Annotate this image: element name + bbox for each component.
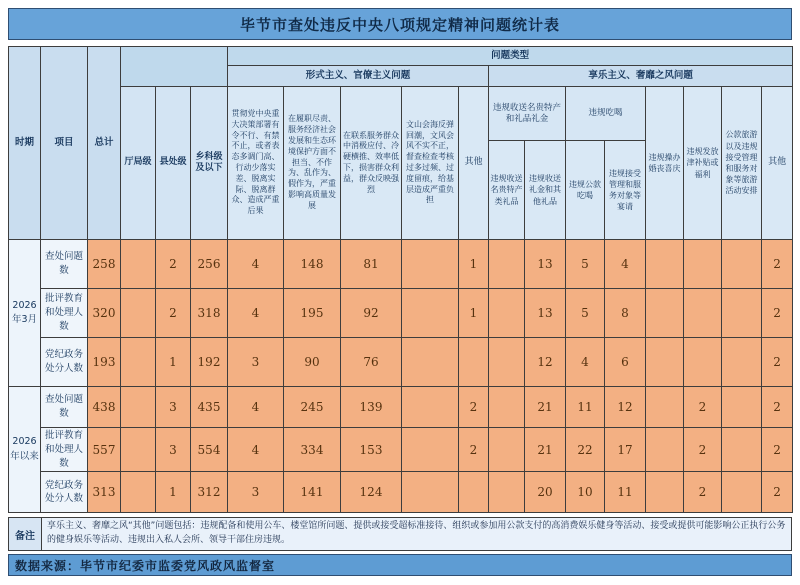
col-header-formalism-3: 在联系服务群众中消极应付、冷硬横推、效率低下，损害群众利益，群众反映强烈 [341, 87, 402, 240]
data-cell: 3 [228, 338, 284, 387]
data-cell: 21 [525, 387, 566, 428]
data-cell: 1 [156, 472, 191, 513]
table-row [9, 428, 793, 472]
data-cell [646, 240, 684, 289]
data-cell: 124 [341, 472, 402, 513]
data-cell: 2 [156, 289, 191, 338]
data-cell [684, 289, 722, 338]
data-cell [489, 428, 525, 472]
table-row [9, 387, 793, 428]
data-cell [722, 387, 762, 428]
data-cell: 1 [459, 289, 489, 338]
col-header-formalism-2: 在履职尽责、服务经济社会发展和生态环境保护方面不担当、不作为、乱作为、假作为，严重影响高质量发展 [284, 87, 341, 240]
col-header-total: 总计 [88, 47, 121, 240]
data-cell: 12 [525, 338, 566, 387]
col-header-dining-banquets: 违规接受管理和服务对象等宴请 [605, 141, 646, 240]
data-cell: 2 [762, 338, 793, 387]
data-cell: 4 [228, 428, 284, 472]
data-cell: 17 [605, 428, 646, 472]
row-label: 批评教育和处理人数 [41, 428, 88, 472]
data-cell: 2 [762, 387, 793, 428]
col-header-gift-money: 违规收送礼金和其他礼品 [525, 141, 566, 240]
data-cell [402, 240, 459, 289]
data-cell: 4 [566, 338, 605, 387]
data-cell: 76 [341, 338, 402, 387]
data-cell: 21 [525, 428, 566, 472]
data-cell: 438 [88, 387, 121, 428]
data-cell [646, 428, 684, 472]
table-row [9, 338, 793, 387]
page-title: 毕节市查处违反中央八项规定精神问题统计表 [8, 8, 792, 40]
col-header-period: 时期 [9, 47, 41, 240]
col-header-item: 项目 [41, 47, 88, 240]
data-cell: 5 [566, 240, 605, 289]
data-cell [722, 338, 762, 387]
data-cell: 2 [762, 472, 793, 513]
col-header-level-dept: 厅局级 [121, 87, 156, 240]
data-cell [459, 472, 489, 513]
data-cell [489, 240, 525, 289]
data-cell [722, 289, 762, 338]
data-cell: 11 [605, 472, 646, 513]
stats-table [8, 46, 793, 513]
data-cell: 334 [284, 428, 341, 472]
data-cell: 312 [191, 472, 228, 513]
data-cell [722, 472, 762, 513]
data-cell [646, 387, 684, 428]
data-cell: 2 [459, 387, 489, 428]
data-cell: 148 [284, 240, 341, 289]
table-row [9, 472, 793, 513]
data-cell [489, 338, 525, 387]
row-label: 批评教育和处理人数 [41, 289, 88, 338]
data-cell: 258 [88, 240, 121, 289]
row-label: 党纪政务处分人数 [41, 338, 88, 387]
data-cell: 6 [605, 338, 646, 387]
col-header-dining-public-funds: 违规公款吃喝 [566, 141, 605, 240]
data-cell: 193 [88, 338, 121, 387]
data-cell [646, 289, 684, 338]
table-row [9, 240, 793, 289]
data-cell: 153 [341, 428, 402, 472]
data-cell: 2 [762, 240, 793, 289]
data-cell: 4 [228, 240, 284, 289]
row-label: 查处问题数 [41, 387, 88, 428]
data-cell: 2 [684, 428, 722, 472]
data-cell [684, 240, 722, 289]
col-group-dining: 违规吃喝 [566, 87, 646, 141]
data-cell: 4 [228, 289, 284, 338]
col-header-public-travel: 公款旅游以及违规接受管理和服务对象等旅游活动安排 [722, 87, 762, 240]
data-cell: 320 [88, 289, 121, 338]
data-cell: 13 [525, 240, 566, 289]
col-header-hedonism-other: 其他 [762, 87, 793, 240]
col-header-formalism-other: 其他 [459, 87, 489, 240]
data-cell: 141 [284, 472, 341, 513]
data-cell: 13 [525, 289, 566, 338]
col-group-formalism: 形式主义、官僚主义问题 [228, 66, 489, 87]
col-group-hedonism: 享乐主义、奢靡之风问题 [489, 66, 793, 87]
row-label: 查处问题数 [41, 240, 88, 289]
col-header-level-county: 县处级 [156, 87, 191, 240]
data-cell [121, 338, 156, 387]
data-cell: 3 [156, 387, 191, 428]
data-cell: 318 [191, 289, 228, 338]
data-cell: 2 [684, 472, 722, 513]
period-cell: 2026年以来 [9, 387, 41, 513]
data-cell: 192 [191, 338, 228, 387]
data-cell [684, 338, 722, 387]
data-cell: 1 [459, 240, 489, 289]
data-cell [121, 428, 156, 472]
data-cell: 10 [566, 472, 605, 513]
data-cell [489, 289, 525, 338]
data-cell: 90 [284, 338, 341, 387]
blank-merged-cell [121, 47, 228, 87]
data-cell [646, 472, 684, 513]
data-cell [121, 289, 156, 338]
col-group-gifts: 违规收送名贵特产和礼品礼金 [489, 87, 566, 141]
data-cell: 22 [566, 428, 605, 472]
table-row [9, 289, 793, 338]
remark-label: 备注 [9, 518, 42, 550]
data-cell: 557 [88, 428, 121, 472]
data-cell: 256 [191, 240, 228, 289]
data-cell: 139 [341, 387, 402, 428]
row-label: 党纪政务处分人数 [41, 472, 88, 513]
data-cell: 313 [88, 472, 121, 513]
col-header-level-township: 乡科级及以下 [191, 87, 228, 240]
data-cell: 195 [284, 289, 341, 338]
data-cell [489, 387, 525, 428]
data-cell [489, 472, 525, 513]
data-cell: 2 [459, 428, 489, 472]
data-cell [722, 428, 762, 472]
data-cell [402, 338, 459, 387]
data-cell: 8 [605, 289, 646, 338]
data-cell [402, 387, 459, 428]
data-cell: 5 [566, 289, 605, 338]
data-cell [121, 472, 156, 513]
col-header-weddings-funerals: 违规操办婚丧喜庆 [646, 87, 684, 240]
data-cell: 81 [341, 240, 402, 289]
data-cell [722, 240, 762, 289]
data-cell: 2 [762, 289, 793, 338]
data-cell: 2 [762, 428, 793, 472]
col-header-formalism-1: 贯彻党中央重大决策部署有令不行、有禁不止，或者表态多调门高、行动少落实差、脱离实际、脱离群众、造成严重后果 [228, 87, 284, 240]
data-cell: 4 [228, 387, 284, 428]
col-header-problem-type: 问题类型 [228, 47, 793, 66]
period-cell: 2026年3月 [9, 240, 41, 387]
data-cell: 3 [156, 428, 191, 472]
data-cell: 12 [605, 387, 646, 428]
data-cell [402, 428, 459, 472]
data-cell [402, 472, 459, 513]
data-cell: 2 [684, 387, 722, 428]
data-cell [459, 338, 489, 387]
col-header-formalism-4: 文山会海反弹回潮，文风会风不实不正，督查检查考核过多过频、过度留痕，给基层造成严重负担 [402, 87, 459, 240]
data-cell: 11 [566, 387, 605, 428]
remark-row [8, 517, 792, 551]
data-cell: 554 [191, 428, 228, 472]
data-cell [646, 338, 684, 387]
remark-text: 享乐主义、奢靡之风“其他”问题包括：违规配备和使用公车、楼堂馆所问题、提供或接受超标准接待、组织或参加用公款支付的高消费娱乐健身等活动、接受或提供可能影响公正执行公务的健身娱乐等活动、违规出入私人会所、领导干部住房违规。 [47, 521, 786, 546]
data-source-bar: 数据来源：毕节市纪委市监委党风政风监督室 [8, 554, 792, 576]
data-cell [402, 289, 459, 338]
data-cell: 92 [341, 289, 402, 338]
data-cell: 4 [605, 240, 646, 289]
data-cell: 2 [156, 240, 191, 289]
col-header-allowances: 违规发放津补贴或福利 [684, 87, 722, 240]
col-header-gift-specialty: 违规收送名贵特产类礼品 [489, 141, 525, 240]
data-cell: 435 [191, 387, 228, 428]
data-cell [121, 387, 156, 428]
data-cell: 1 [156, 338, 191, 387]
data-cell: 245 [284, 387, 341, 428]
data-cell: 3 [228, 472, 284, 513]
data-cell: 20 [525, 472, 566, 513]
data-cell [121, 240, 156, 289]
